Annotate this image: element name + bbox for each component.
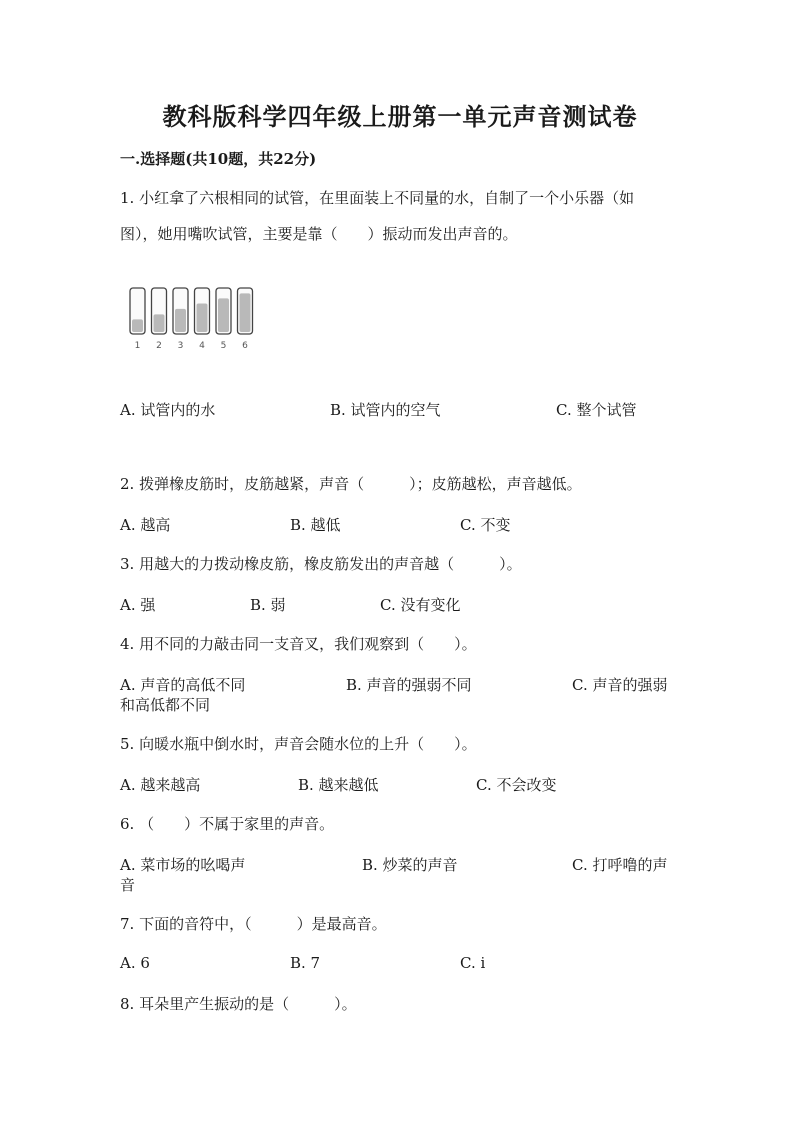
page-title: 教科版科学四年级上册第一单元声音测试卷 [162,102,638,131]
question-7-option-b[interactable]: B. 7 [290,954,321,972]
question-2-option-c[interactable]: C. 不变 [460,516,511,534]
question-6-option-b[interactable]: B. 炒菜的声音 [362,856,458,874]
question-5: 5. 向暖水瓶中倒水时，声音会随水位的上升（ ）。 [120,735,477,753]
tube-label-4: 4 [199,341,205,351]
question-3-option-b[interactable]: B. 弱 [250,596,286,614]
tube-label-6: 6 [242,341,248,351]
tube-water-4 [197,303,208,332]
test-tubes-figure [126,284,266,352]
question-1-option-c[interactable]: C. 整个试管 [556,401,637,419]
question-1-line-1: 1. 小红拿了六根相同的试管，在里面装上不同量的水，自制了一个小乐器（如 [120,189,635,207]
question-3-option-a[interactable]: A. 强 [120,596,156,614]
question-6-option-a[interactable]: A. 菜市场的吆喝声 [120,856,246,874]
question-2: 2. 拨弹橡皮筋时，皮筋越紧，声音（ ）；皮筋越松，声音越低。 [120,475,582,493]
question-1-option-a[interactable]: A. 试管内的水 [120,401,216,419]
tube-water-3 [175,309,186,332]
question-4: 4. 用不同的力敲击同一支音叉，我们观察到（ ）。 [120,635,477,653]
question-7-option-a[interactable]: A. 6 [120,954,150,972]
tube-label-2: 2 [156,341,162,351]
question-6: 6. （ ）不属于家里的声音。 [120,815,335,833]
question-4-option-b[interactable]: B. 声音的强弱不同 [346,676,472,694]
question-5-option-b[interactable]: B. 越来越低 [298,776,379,794]
section-heading: 一.选择题(共10题，共22分) [120,150,317,168]
question-6-option-c[interactable]: C. 打呼噜的声 [572,856,668,874]
question-1-line-2: 图），她用嘴吹试管，主要是靠（ ）振动而发出声音的。 [120,225,518,243]
question-7: 7. 下面的音符中，（ ）是最高音。 [120,915,387,933]
question-2-option-b[interactable]: B. 越低 [290,516,341,534]
question-2-option-a[interactable]: A. 越高 [120,516,171,534]
question-4-option-c[interactable]: C. 声音的强弱 [572,676,668,694]
question-3-option-c[interactable]: C. 没有变化 [380,596,461,614]
question-5-option-c[interactable]: C. 不会改变 [476,776,557,794]
tube-label-5: 5 [220,341,227,351]
tube-water-6 [240,293,251,332]
tube-label-1: 1 [134,341,141,351]
question-3: 3. 用越大的力拨动橡皮筋，橡皮筋发出的声音越（ ）。 [120,555,522,573]
question-1-option-b[interactable]: B. 试管内的空气 [330,401,441,419]
question-8: 8. 耳朵里产生振动的是（ ）。 [120,995,357,1013]
question-7-option-c[interactable]: C. i [460,954,486,972]
question-6-option-c-continued: 音 [120,876,136,894]
question-4-option-c-continued: 和高低都不同 [120,696,211,714]
tube-label-3: 3 [177,341,184,351]
question-5-option-a[interactable]: A. 越来越高 [120,776,201,794]
tube-water-1 [132,319,143,332]
tube-water-5 [218,298,229,332]
tube-water-2 [154,314,165,332]
question-1 [120,180,680,252]
question-4-option-a[interactable]: A. 声音的高低不同 [120,676,246,694]
